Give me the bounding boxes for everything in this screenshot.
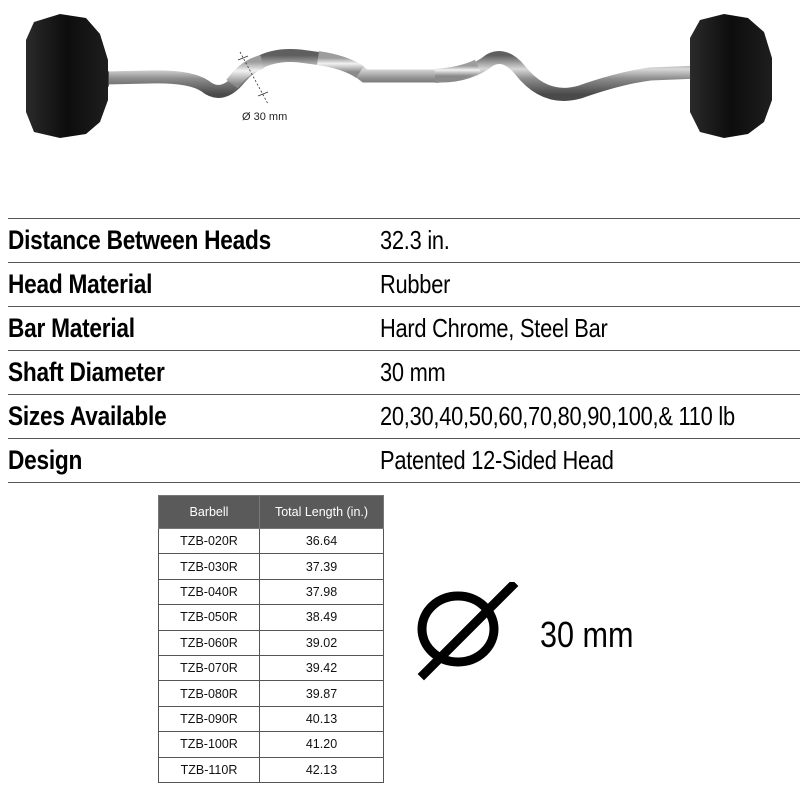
barbell-model-cell: TZB-030R xyxy=(159,554,260,579)
table-row xyxy=(159,681,384,706)
table-row xyxy=(159,757,384,782)
total-length-cell: 37.39 xyxy=(260,554,384,579)
diameter-callout-label: Ø 30 mm xyxy=(242,111,288,123)
grip-knurling xyxy=(435,66,478,76)
table-row xyxy=(159,630,384,655)
grip-knurling xyxy=(232,62,262,84)
barbell-model-cell: TZB-040R xyxy=(159,579,260,604)
total-length-cell: 38.49 xyxy=(260,605,384,630)
total-length-cell: 42.13 xyxy=(260,757,384,782)
spec-value: Rubber xyxy=(380,269,451,299)
table-row xyxy=(159,529,384,554)
spec-row xyxy=(8,219,800,263)
barbell-model-cell: TZB-100R xyxy=(159,732,260,757)
spec-value: Patented 12-Sided Head xyxy=(380,445,614,475)
total-length-cell: 37.98 xyxy=(260,579,384,604)
spec-value: 30 mm xyxy=(380,357,446,387)
spec-row xyxy=(8,307,800,351)
grip-knurling xyxy=(318,58,360,72)
spec-label: Bar Material xyxy=(8,313,135,343)
barbell-length-table xyxy=(158,495,384,783)
barbell-model-cell: TZB-110R xyxy=(159,757,260,782)
barbell-model-cell: TZB-080R xyxy=(159,681,260,706)
column-header-barbell: Barbell xyxy=(159,496,260,529)
ez-curl-barbell-image xyxy=(0,0,800,150)
spec-row xyxy=(8,263,800,307)
total-length-cell: 40.13 xyxy=(260,706,384,731)
spec-value: Hard Chrome, Steel Bar xyxy=(380,313,608,343)
spec-value: 32.3 in. xyxy=(380,225,450,255)
total-length-cell: 36.64 xyxy=(260,529,384,554)
spec-row xyxy=(8,395,800,439)
table-row xyxy=(159,655,384,680)
diameter-value: 30 mm xyxy=(540,614,634,655)
spec-label: Distance Between Heads xyxy=(8,225,271,255)
table-row xyxy=(159,579,384,604)
left-rubber-head xyxy=(26,14,108,138)
spec-label: Design xyxy=(8,445,83,475)
barbell-model-cell: TZB-070R xyxy=(159,655,260,680)
spec-label: Sizes Available xyxy=(8,401,167,431)
column-header-total-length: Total Length (in.) xyxy=(260,496,384,529)
spec-label: Head Material xyxy=(8,269,153,299)
spec-label: Shaft Diameter xyxy=(8,357,165,387)
barbell-model-cell: TZB-060R xyxy=(159,630,260,655)
spec-row xyxy=(8,439,800,483)
barbell-model-cell: TZB-020R xyxy=(159,529,260,554)
specifications-table xyxy=(8,218,800,483)
spec-value: 20,30,40,50,60,70,80,90,100,& 110 lb xyxy=(380,401,735,431)
total-length-cell: 41.20 xyxy=(260,732,384,757)
barbell-model-cell: TZB-050R xyxy=(159,605,260,630)
table-row xyxy=(159,554,384,579)
barbell-model-cell: TZB-090R xyxy=(159,706,260,731)
spec-row xyxy=(8,351,800,395)
table-row xyxy=(159,706,384,731)
right-rubber-head xyxy=(690,14,772,138)
bar-shaft xyxy=(104,55,700,94)
total-length-cell: 39.02 xyxy=(260,630,384,655)
total-length-cell: 39.42 xyxy=(260,655,384,680)
table-row xyxy=(159,605,384,630)
table-row xyxy=(159,732,384,757)
total-length-cell: 39.87 xyxy=(260,681,384,706)
